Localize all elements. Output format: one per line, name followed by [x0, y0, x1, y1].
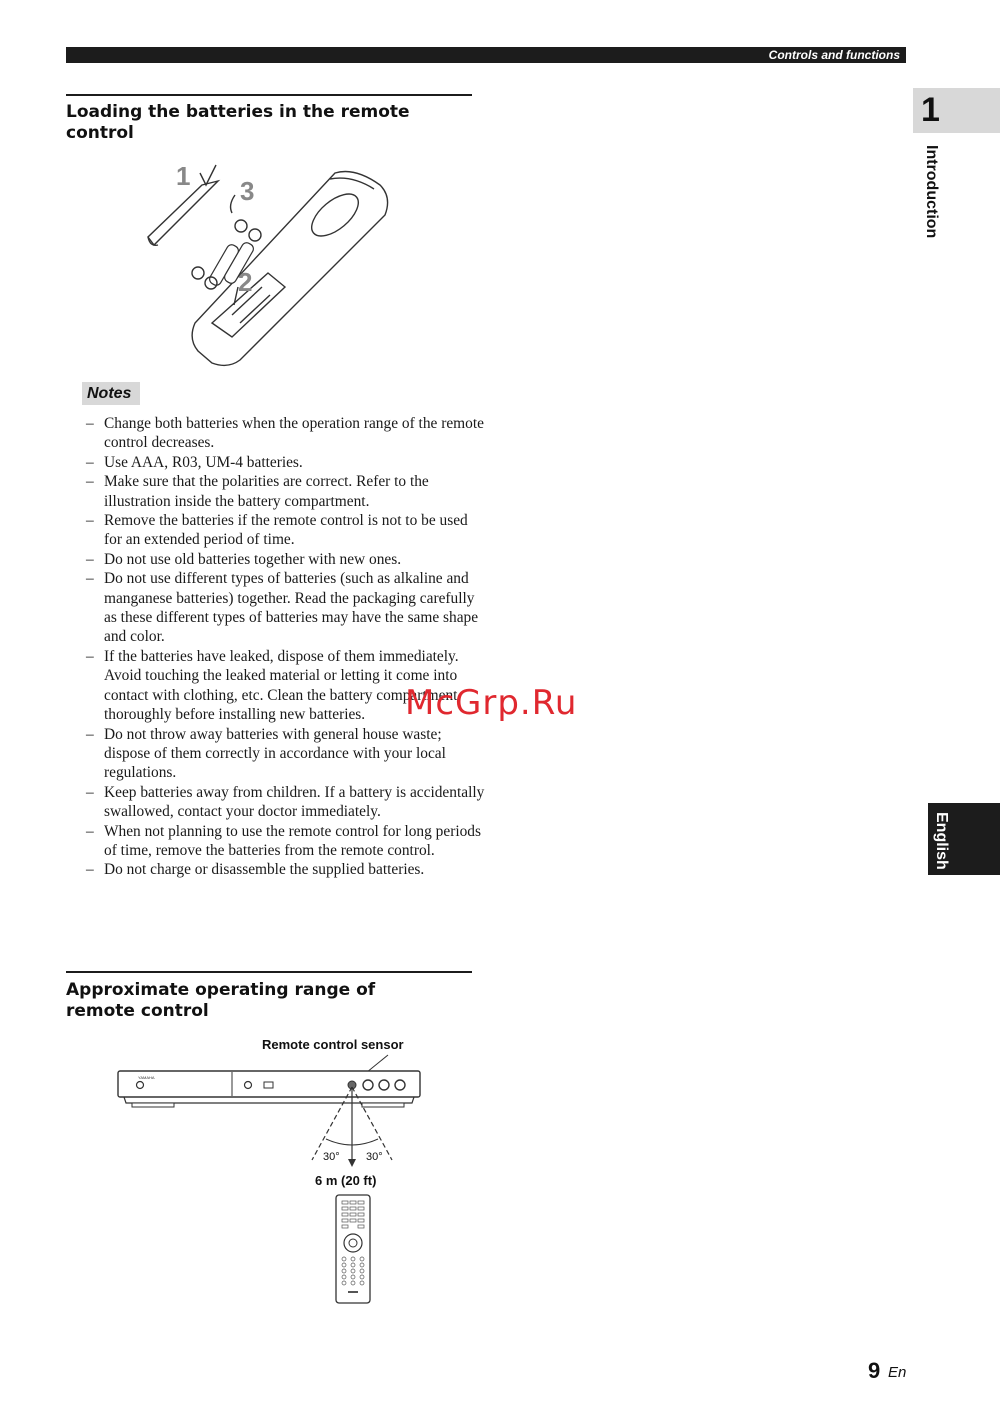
note-item: – If the batteries have leaked, dispose of them immediately. Avoid touching the leaked material or letting it come into contact with clothing, etc. Clean the battery compartment thoroughly before installing new batteries. — [86, 647, 486, 725]
remote-control-illustration — [334, 1193, 374, 1307]
distance-label: 6 m (20 ft) — [315, 1173, 377, 1188]
note-item: – When not planning to use the remote control for long periods of time, remove the batteries from the remote control. — [86, 822, 486, 861]
note-item: – Do not use old batteries together with new ones. — [86, 550, 486, 569]
section-rule — [66, 971, 472, 973]
svg-text:YAMAHA: YAMAHA — [138, 1075, 155, 1080]
note-item: – Make sure that the polarities are correct. Refer to the illustration inside the battery compartment. — [86, 472, 486, 511]
section-title-batteries: Loading the batteries in the remote control — [66, 102, 410, 143]
header-bar — [66, 47, 906, 63]
header-section-title: Controls and functions — [768, 48, 900, 62]
section-title-range: Approximate operating range of remote control — [66, 980, 376, 1021]
note-item: – Do not throw away batteries with general house waste; dispose of them correctly in accordance with your local regulations. — [86, 725, 486, 783]
sensor-label: Remote control sensor — [262, 1037, 404, 1052]
note-item: – Change both batteries when the operation range of the remote control decreases. — [86, 414, 486, 453]
step-1-label: 1 — [176, 161, 191, 191]
watermark: McGrp.Ru — [405, 683, 578, 723]
page-language: En — [888, 1364, 907, 1381]
step-2-label: 2 — [238, 267, 253, 297]
operating-range-diagram — [112, 1055, 432, 1165]
notes-heading: Notes — [87, 385, 132, 402]
chapter-label: Introduction — [923, 145, 940, 239]
battery-loading-illustration — [140, 155, 440, 385]
note-item: – Remove the batteries if the remote control is not to be used for an extended period of time. — [86, 511, 486, 550]
page-number: 9 — [868, 1358, 881, 1383]
notes-heading-box — [82, 382, 140, 405]
notes-list — [86, 414, 486, 880]
note-item: – Keep batteries away from children. If a battery is accidentally swallowed, contact your doctor immediately. — [86, 783, 486, 822]
chapter-number: 1 — [921, 91, 940, 129]
angle-left-label: 30° — [323, 1151, 340, 1163]
note-item: – Do not use different types of batteries (such as alkaline and manganese batteries) together. Read the packaging carefully as these different types of batteries may have the same shape and color. — [86, 569, 486, 647]
section-rule — [66, 94, 472, 96]
step-3-label: 3 — [240, 176, 255, 206]
player-body — [118, 1071, 420, 1097]
note-item: – Do not charge or disassemble the supplied batteries. — [86, 860, 486, 879]
note-item: – Use AAA, R03, UM-4 batteries. — [86, 453, 486, 472]
chapter-tab — [913, 88, 1000, 133]
angle-right-label: 30° — [366, 1151, 383, 1163]
language-tab-label: English — [933, 812, 950, 870]
